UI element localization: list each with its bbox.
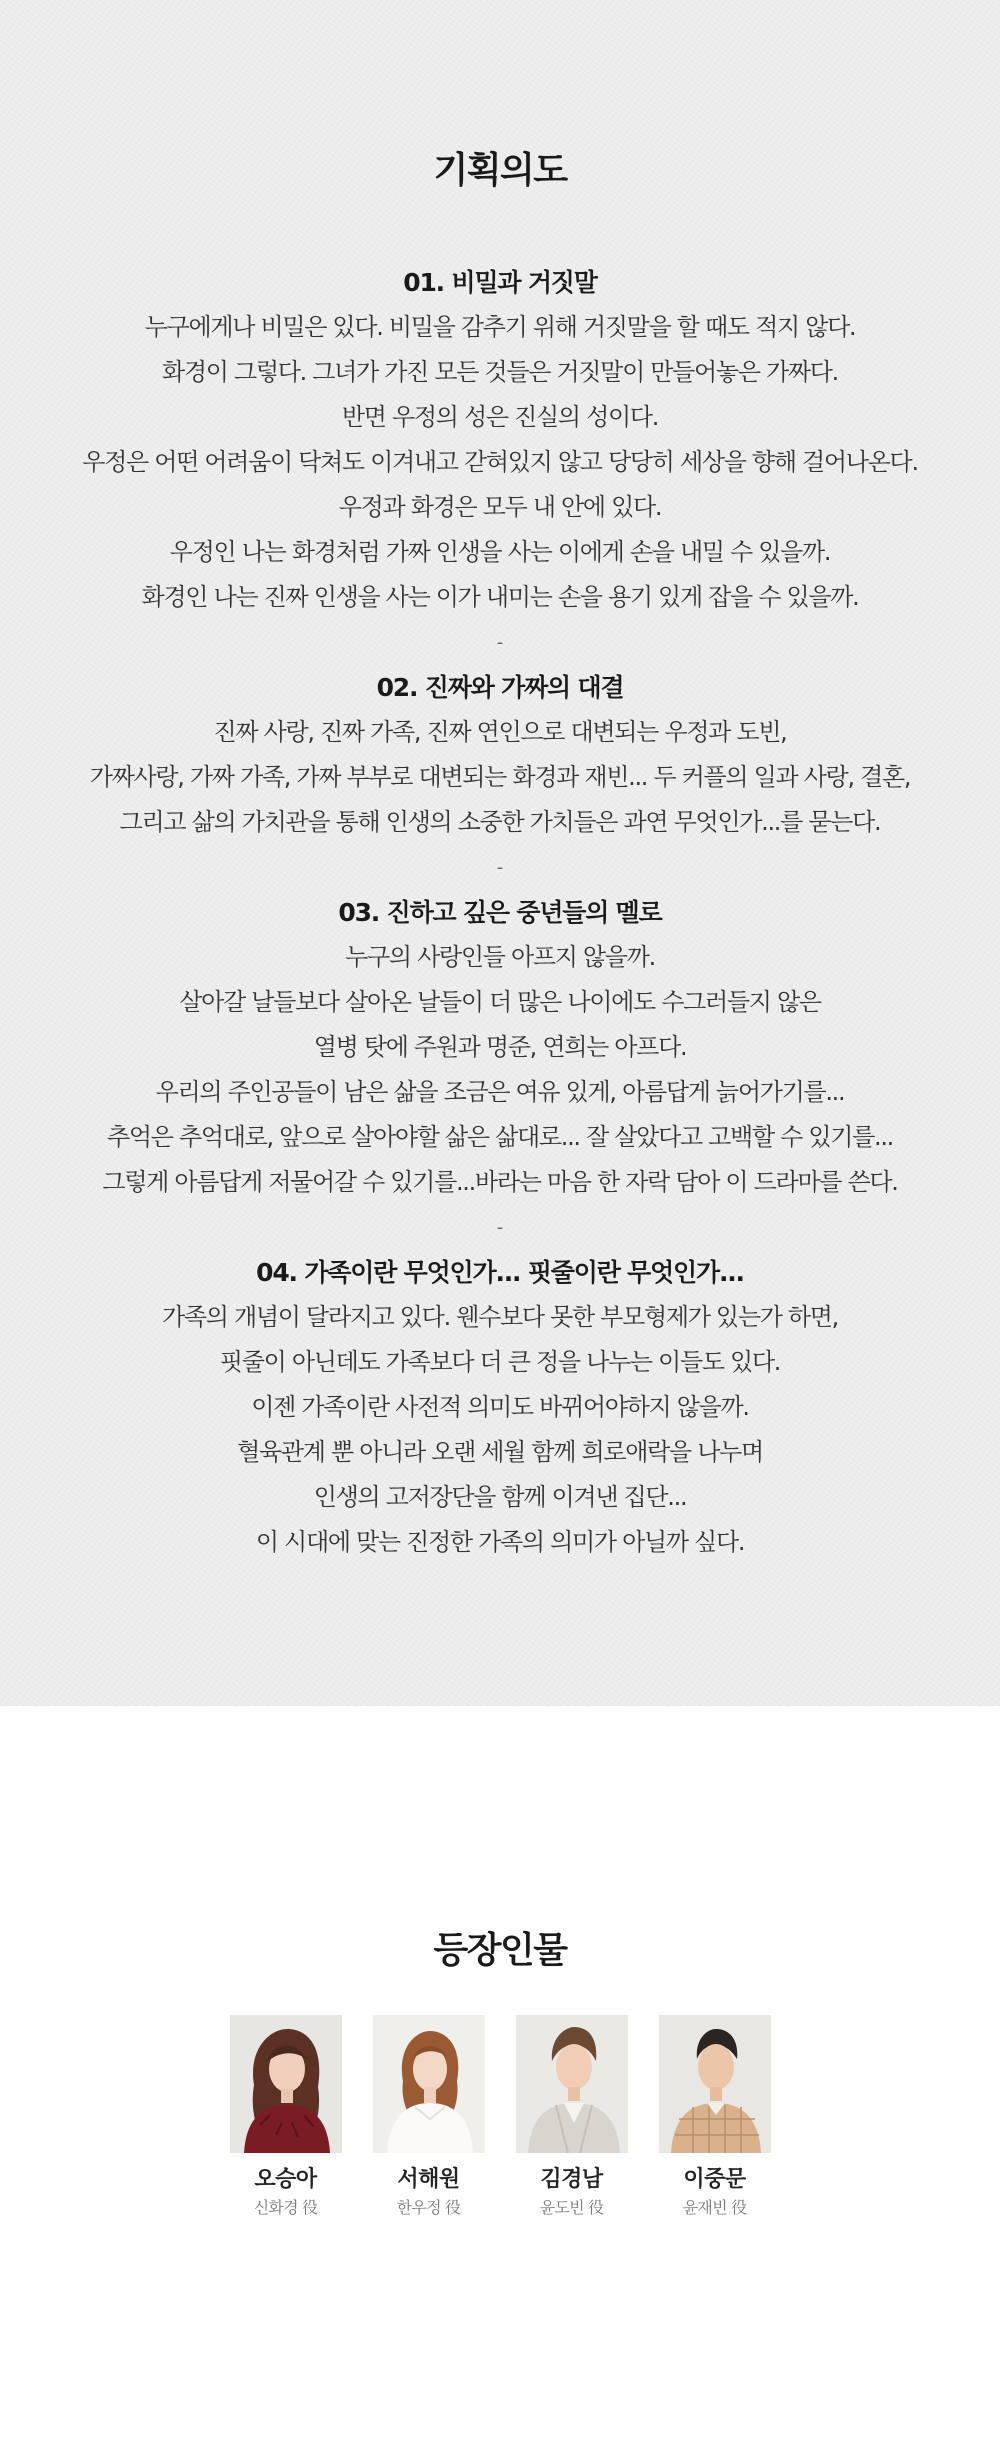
- block-line: 이 시대에 맞는 진정한 가족의 의미가 아닐까 싶다.: [255, 1528, 745, 1556]
- role-name: 한우정 役: [396, 2198, 461, 2217]
- actor-portrait[interactable]: [373, 2015, 485, 2153]
- block-line: 인생의 고저장단을 함께 이겨낸 집단...: [313, 1483, 687, 1511]
- actor-name: 김경남: [540, 2167, 603, 2192]
- block-heading: 02. 진짜와 가짜의 대결: [376, 673, 624, 702]
- block-line: 누구에게나 비밀은 있다. 비밀을 감추기 위해 거짓말을 할 때도 적지 않다.: [144, 313, 856, 341]
- intent-block-real-vs-fake: [0, 665, 1000, 845]
- actor-name: 서해원: [397, 2167, 460, 2192]
- block-line: 화경이 그렇다. 그녀가 가진 모든 것들은 거짓말이 만들어놓은 가짜다.: [161, 358, 839, 386]
- intent-block-middle-age-melo: [0, 890, 1000, 1205]
- block-line: 우정인 나는 화경처럼 가짜 인생을 사는 이에게 손을 내밀 수 있을까.: [169, 538, 831, 566]
- characters-title: 등장인물: [433, 1930, 567, 1971]
- planning-intent-title: 기획의도: [433, 150, 567, 191]
- block-line: 우리의 주인공들이 남은 삶을 조금은 여유 있게, 아름답게 늙어가기를...: [155, 1078, 845, 1106]
- block-line: 가짜사랑, 가짜 가족, 가짜 부부로 대변되는 화경과 재빈... 두 커플의 일과 사랑, 결혼,: [89, 763, 911, 791]
- block-separator: -: [496, 857, 504, 878]
- cast-card[interactable]: [373, 2015, 485, 2218]
- actor-portrait[interactable]: [516, 2015, 628, 2153]
- block-heading: 01. 비밀과 거짓말: [403, 268, 597, 297]
- block-line: 우정은 어떤 어려움이 닥쳐도 이겨내고 갇혀있지 않고 당당히 세상을 향해 걸어나온다.: [82, 448, 918, 476]
- intent-block-what-is-family: [0, 1250, 1000, 1565]
- block-line: 추억은 추억대로, 앞으로 살아야할 삶은 삶대로... 잘 살았다고 고백할 수 있기를...: [107, 1123, 893, 1151]
- block-separator: -: [496, 1217, 504, 1238]
- block-separator: -: [496, 632, 504, 653]
- block-line: 누구의 사랑인들 아프지 않을까.: [345, 943, 655, 971]
- block-line: 핏줄이 아닌데도 가족보다 더 큰 정을 나누는 이들도 있다.: [219, 1348, 781, 1376]
- block-line: 이젠 가족이란 사전적 의미도 바뀌어야하지 않을까.: [251, 1393, 749, 1421]
- block-heading: 03. 진하고 깊은 중년들의 멜로: [338, 898, 662, 927]
- block-line: 열병 탓에 주원과 명준, 연희는 아프다.: [313, 1033, 687, 1061]
- block-heading: 04. 가족이란 무엇인가... 핏줄이란 무엇인가...: [256, 1258, 744, 1287]
- actor-portrait[interactable]: [230, 2015, 342, 2153]
- role-name: 신화경 役: [253, 2198, 318, 2217]
- actor-name: 이중문: [683, 2167, 746, 2192]
- actor-portrait[interactable]: [659, 2015, 771, 2153]
- block-line: 진짜 사랑, 진짜 가족, 진짜 연인으로 대변되는 우정과 도빈,: [213, 718, 787, 746]
- cast-card[interactable]: [659, 2015, 771, 2218]
- role-name: 윤도빈 役: [539, 2198, 604, 2217]
- cast-card[interactable]: [516, 2015, 628, 2218]
- cast-card[interactable]: [230, 2015, 342, 2218]
- block-line: 그렇게 아름답게 저물어갈 수 있기를...바라는 마음 한 자락 담아 이 드라마를 쓴다.: [102, 1168, 898, 1196]
- actor-name: 오승아: [254, 2167, 317, 2192]
- block-line: 반면 우정의 성은 진실의 성이다.: [341, 403, 659, 431]
- block-line: 가족의 개념이 달라지고 있다. 웬수보다 못한 부모형제가 있는가 하면,: [161, 1303, 839, 1331]
- cast-list: [0, 2015, 1000, 2218]
- role-name: 윤재빈 役: [682, 2198, 747, 2217]
- block-line: 우정과 화경은 모두 내 안에 있다.: [338, 493, 662, 521]
- block-line: 화경인 나는 진짜 인생을 사는 이가 내미는 손을 용기 있게 잡을 수 있을까.: [141, 583, 859, 611]
- block-line: 살아갈 날들보다 살아온 날들이 더 많은 나이에도 수그러들지 않은: [179, 988, 821, 1016]
- block-line: 혈육관계 뿐 아니라 오랜 세월 함께 희로애락을 나누며: [237, 1438, 763, 1466]
- block-line: 그리고 삶의 가치관을 통해 인생의 소중한 가치들은 과연 무엇인가...를 묻는다.: [119, 808, 881, 836]
- intent-block-secrets-and-lies: [0, 260, 1000, 620]
- planning-intent-body: [0, 260, 1000, 1565]
